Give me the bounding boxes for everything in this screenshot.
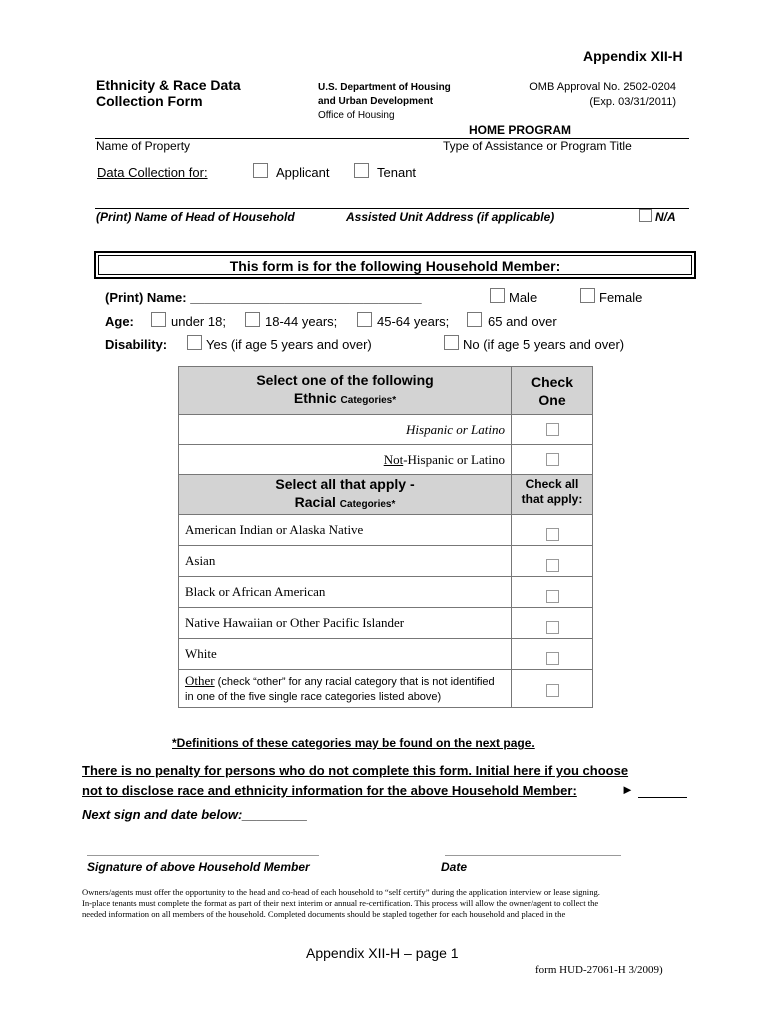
type-of-assistance-label: Type of Assistance or Program Title: [443, 139, 632, 153]
name-of-property-label: Name of Property: [96, 139, 191, 153]
racial-header-categories: Categories*: [339, 499, 396, 510]
age-18-44-checkbox[interactable]: [245, 312, 260, 327]
unit-address-label: Assisted Unit Address (if applicable): [346, 210, 555, 224]
race-american-indian-cell: [512, 515, 593, 546]
disability-no-label: No (if age 5 years and over): [463, 337, 625, 352]
agency-line1: U.S. Department of Housing: [318, 82, 451, 93]
data-collection-for-label: Data Collection for:: [97, 165, 208, 180]
racial-header-word: Racial: [294, 494, 336, 510]
race-native-hawaiian-label: Native Hawaiian or Other Pacific Islander: [179, 608, 512, 639]
not-hispanic-latino-label: [179, 445, 512, 475]
signature-label: Signature of above Household Member: [87, 860, 310, 874]
appendix-label: Appendix XII-H: [583, 48, 683, 64]
fine-print: [82, 887, 692, 920]
hispanic-latino-cell: [512, 415, 593, 445]
agency-line2: and Urban Development: [318, 96, 434, 107]
ethnic-header-line1: Select one of the following: [256, 372, 434, 388]
age-45-64-checkbox[interactable]: [357, 312, 372, 327]
form-number: form HUD-27061-H 3/2009): [535, 964, 663, 976]
race-white-cell: [512, 639, 593, 670]
not-hispanic-latino-cell: [512, 445, 593, 475]
fine-print-line2: In-place tenants must complete the format as part of their next interim or annual re-certification. This process will allow the owner/agent to collect the: [82, 898, 599, 908]
race-other-label: [179, 670, 512, 708]
race-american-indian-checkbox[interactable]: [546, 528, 559, 541]
race-black-cell: [512, 577, 593, 608]
form-title-line1: Ethnicity & Race Data: [96, 77, 241, 93]
age-65-over-label: 65 and over: [488, 314, 557, 329]
disability-no-checkbox[interactable]: [444, 335, 459, 350]
table-row: [179, 515, 593, 546]
disability-yes-checkbox[interactable]: [187, 335, 202, 350]
age-under-18-checkbox[interactable]: [151, 312, 166, 327]
race-black-label: Black or African American: [179, 577, 512, 608]
date-line[interactable]: [445, 855, 621, 856]
race-asian-cell: [512, 546, 593, 577]
omb-expiration: (Exp. 03/31/2011): [589, 96, 676, 108]
na-label: N/A: [655, 210, 676, 224]
disability-label: Disability:: [105, 337, 168, 352]
hispanic-latino-checkbox[interactable]: [546, 423, 559, 436]
table-row: [179, 546, 593, 577]
definitions-note: *Definitions of these categories may be found on the next page.: [172, 736, 535, 750]
table-row: [179, 670, 593, 708]
member-banner: [94, 251, 696, 279]
race-native-hawaiian-checkbox[interactable]: [546, 621, 559, 634]
female-label: Female: [599, 290, 643, 305]
ethnic-header-categories: Categories*: [340, 395, 397, 406]
racial-header-line1: Select all that apply -: [275, 476, 415, 492]
fine-print-line1: Owners/agents must offer the opportunity to the head and co-head of each household to “self certify” during the application interview or lease signing.: [82, 887, 600, 897]
disability-yes-label: Yes (if age 5 years and over): [206, 337, 372, 352]
next-sign-label: Next sign and date below:_________: [82, 807, 308, 822]
race-american-indian-label: American Indian or Alaska Native: [179, 515, 512, 546]
agency-line3: Office of Housing: [318, 110, 395, 121]
check-all-header: [512, 475, 593, 515]
table-row: [179, 608, 593, 639]
table-row: [179, 445, 593, 475]
member-banner-text: This form is for the following Household Member:: [98, 255, 692, 275]
ethnic-header-row: [179, 367, 593, 415]
table-row: [179, 577, 593, 608]
racial-header: [179, 475, 512, 515]
check-all-line2: that apply:: [521, 492, 583, 506]
omb-number: OMB Approval No. 2502-0204: [529, 81, 676, 93]
race-white-checkbox[interactable]: [546, 652, 559, 665]
initial-line[interactable]: [638, 797, 687, 798]
page-label: Appendix XII-H – page 1: [306, 945, 459, 961]
program-title: HOME PROGRAM: [469, 123, 571, 137]
omb-block: [512, 80, 676, 110]
penalty-line2: not to disclose race and ethnicity information for the above Household Member:: [82, 783, 577, 798]
applicant-checkbox[interactable]: [253, 163, 268, 178]
signature-line[interactable]: [87, 855, 319, 856]
table-row: [179, 415, 593, 445]
race-asian-label: Asian: [179, 546, 512, 577]
age-45-64-label: 45-64 years;: [377, 314, 450, 329]
penalty-arrow: ►: [621, 782, 634, 797]
race-asian-checkbox[interactable]: [546, 559, 559, 572]
race-white-label: White: [179, 639, 512, 670]
check-one-line1: Check: [530, 373, 574, 390]
na-checkbox[interactable]: [639, 209, 652, 222]
tenant-label: Tenant: [377, 165, 417, 180]
fine-print-line3: needed information on all members of the household. Completed documents should be stapled together for each household and placed in the: [82, 909, 566, 919]
race-other-checkbox[interactable]: [546, 684, 559, 697]
form-title: [96, 77, 241, 109]
male-checkbox[interactable]: [490, 288, 505, 303]
other-description-2: in one of the five single race categories listed above): [185, 690, 442, 703]
age-18-44-label: 18-44 years;: [265, 314, 338, 329]
male-label: Male: [509, 290, 538, 305]
tenant-checkbox[interactable]: [354, 163, 369, 178]
female-checkbox[interactable]: [580, 288, 595, 303]
race-black-checkbox[interactable]: [546, 590, 559, 603]
age-under-18-label: under 18;: [171, 314, 226, 329]
applicant-label: Applicant: [276, 165, 330, 180]
other-description-1: (check “other” for any racial category that is not identified: [214, 675, 495, 688]
check-one-header: [512, 367, 593, 415]
table-row: [179, 639, 593, 670]
check-all-line1: Check all: [525, 477, 579, 491]
not-hispanic-rest: -Hispanic or Latino: [403, 451, 505, 467]
hispanic-latino-label: Hispanic or Latino: [179, 415, 512, 445]
other-word: Other: [185, 672, 215, 688]
age-label: Age:: [105, 314, 134, 329]
categories-table: [178, 366, 593, 708]
check-one-line2: One: [538, 391, 566, 408]
not-word: Not: [383, 451, 404, 467]
print-name-field[interactable]: (Print) Name: ________________________________: [105, 290, 422, 305]
ethnic-header-word: Ethnic: [293, 390, 337, 406]
racial-header-row: [179, 475, 593, 515]
race-native-hawaiian-cell: [512, 608, 593, 639]
ethnic-header: [179, 367, 512, 415]
household-line: [95, 208, 689, 209]
race-other-cell: [512, 670, 593, 708]
date-label: Date: [441, 860, 468, 874]
form-title-line2: Collection Form: [96, 93, 203, 109]
not-hispanic-latino-checkbox[interactable]: [546, 453, 559, 466]
agency-block: [318, 81, 451, 123]
age-65-over-checkbox[interactable]: [467, 312, 482, 327]
penalty-line1: There is no penalty for persons who do not complete this form. Initial here if you choose: [82, 763, 629, 778]
head-of-household-label: (Print) Name of Head of Household: [96, 210, 295, 224]
